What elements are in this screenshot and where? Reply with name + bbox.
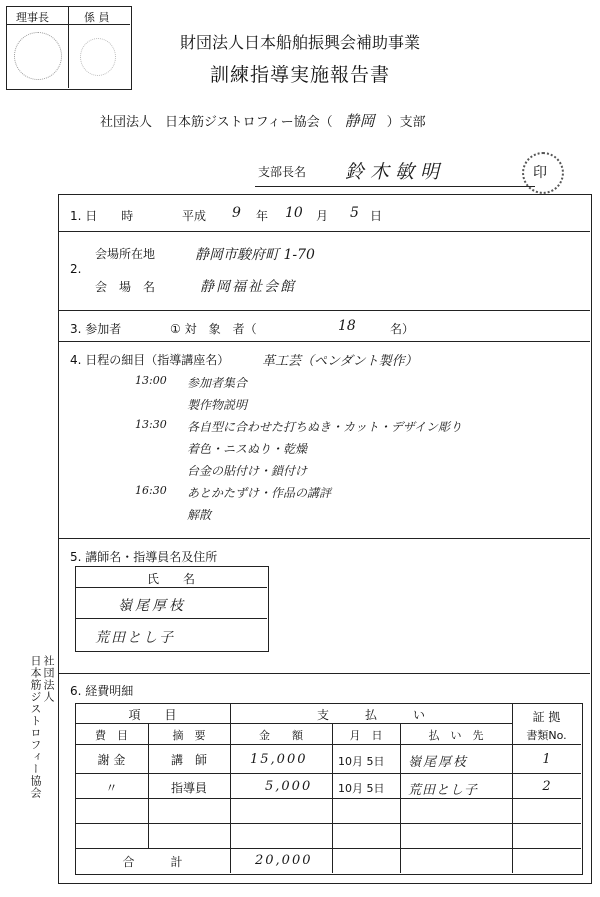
side-text-1: 社団法人 xyxy=(42,655,55,703)
row2-summary: 指導員 xyxy=(170,781,207,795)
header-doc-no: 書類No. xyxy=(526,729,567,742)
row1-doc-no: 1 xyxy=(542,752,551,767)
date-month-unit: 月 xyxy=(316,209,329,223)
schedule-item xyxy=(135,440,575,462)
org-line xyxy=(100,110,426,131)
schedule-time: 13:00 xyxy=(135,374,167,387)
branch-head-name: 鈴木敏明 xyxy=(345,161,446,183)
date-day: 5 xyxy=(350,205,359,221)
header-payee: 払 い 先 xyxy=(428,729,484,742)
schedule-text: 台金の貼付け・鎖付け xyxy=(187,464,308,478)
instructor-name-2: 荒田とし子 xyxy=(95,630,175,646)
date-era: 平成 xyxy=(182,209,207,223)
schedule-text: 着色・ニスぬり・乾燥 xyxy=(187,442,308,456)
branch-head-label: 支部長名 xyxy=(258,165,307,179)
schedule-item xyxy=(135,484,575,506)
schedule-list xyxy=(135,374,575,528)
schedule-item xyxy=(135,374,575,396)
instructor-name-1: 嶺尾厚枝 xyxy=(118,598,186,614)
schedule-text: 製作物説明 xyxy=(187,398,248,412)
side-text-2: 日本筋ジストロフィー協会 xyxy=(29,655,42,799)
row2-payee: 荒田とし子 xyxy=(408,783,479,798)
participants-label: 3. 参加者 xyxy=(70,322,122,336)
schedule-text: あとかたずけ・作品の講評 xyxy=(187,486,332,500)
header-proof: 証 拠 xyxy=(532,710,561,724)
date-year: 9 xyxy=(232,205,241,221)
date-month: 10 xyxy=(285,205,303,221)
header-payment: 支 払 い xyxy=(316,708,425,722)
org-prefix: 社団法人 日本筋ジストロフィー協会（ xyxy=(100,115,333,130)
instructor-name-header: 氏 名 xyxy=(146,572,195,586)
venue-name-label: 会 場 名 xyxy=(95,280,156,294)
header-amount: 金 額 xyxy=(259,729,303,742)
schedule-text: 参加者集合 xyxy=(187,376,248,390)
row2-expense: 〃 xyxy=(105,781,118,795)
schedule-time: 13:30 xyxy=(135,418,167,431)
schedule-text: 各自型に合わせた打ちぬき・カット・デザイン彫り xyxy=(187,420,463,434)
org-branch: 静岡 xyxy=(344,112,375,130)
schedule-item xyxy=(135,506,575,528)
date-year-unit: 年 xyxy=(256,209,269,223)
total-amount: 20,000 xyxy=(255,853,313,868)
row1-expense: 謝 金 xyxy=(97,753,126,767)
header-summary: 摘 要 xyxy=(172,729,206,742)
title-line-1: 財団法人日本船舶振興会補助事業 xyxy=(179,33,420,52)
venue-address-label: 会場所在地 xyxy=(95,247,156,261)
page-title: 訓練指導実施報告書 xyxy=(209,64,390,86)
participant-count: 18 xyxy=(338,318,356,334)
date-day-unit: 日 xyxy=(370,209,383,223)
row2-date: 10月 5日 xyxy=(338,782,385,795)
course-name: 革工芸（ペンダント製作） xyxy=(262,354,418,369)
expenses-label: 6. 経費明細 xyxy=(70,684,134,698)
row1-summary: 講 師 xyxy=(170,753,207,767)
schedule-text: 解散 xyxy=(187,508,212,522)
approval-label-director: 理事長 xyxy=(16,11,49,24)
venue-address: 静岡市駿府町 1-70 xyxy=(195,247,315,263)
row1-payee: 嶺尾厚枝 xyxy=(408,755,469,770)
seal-text: 印 xyxy=(533,165,547,181)
header-item: 項 目 xyxy=(128,708,177,722)
instructors-label: 5. 講師名・指導員名及住所 xyxy=(70,550,218,564)
row2-doc-no: 2 xyxy=(542,779,551,794)
org-suffix: ）支部 xyxy=(386,115,426,130)
venue-number: 2. xyxy=(70,262,82,276)
schedule-item xyxy=(135,462,575,484)
schedule-item xyxy=(135,396,575,418)
date-label: 1. 日 時 xyxy=(70,209,134,223)
total-label: 合 計 xyxy=(122,855,183,869)
participant-count-suffix: 名） xyxy=(390,322,415,336)
header-date: 月 日 xyxy=(349,729,383,742)
approval-label-staff: 係 員 xyxy=(84,11,110,24)
venue-name: 静岡福祉会館 xyxy=(200,279,296,295)
schedule-item xyxy=(135,418,575,440)
schedule-time: 16:30 xyxy=(135,484,167,497)
row1-date: 10月 5日 xyxy=(338,755,385,768)
row1-amount: 15,000 xyxy=(250,752,308,767)
row2-amount: 5,000 xyxy=(265,779,313,794)
target-label: ① 対 象 者（ xyxy=(170,322,257,336)
schedule-label: 4. 日程の細目（指導講座名） xyxy=(70,353,230,367)
header-expense: 費 目 xyxy=(95,729,128,742)
